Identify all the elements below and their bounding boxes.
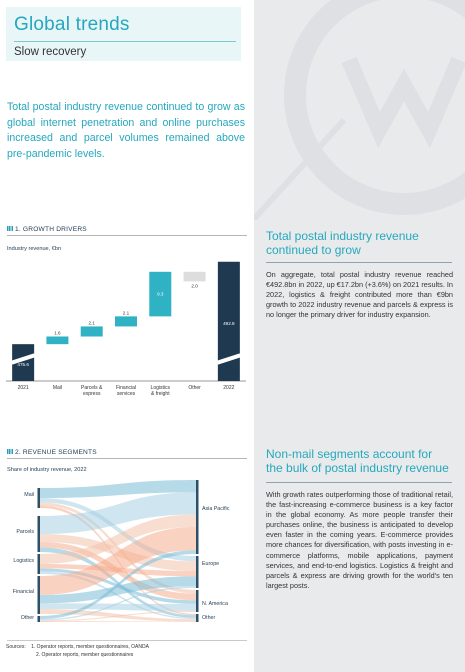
growth-drivers-heading (7, 226, 87, 233)
logo-watermark-icon (254, 0, 465, 220)
sankey-left-node (38, 576, 41, 614)
sankey-right-label: Europe (202, 561, 220, 567)
waterfall-category-label: 2022 (223, 385, 235, 391)
sankey-left-label: Other (20, 615, 34, 621)
sankey-left-node (38, 616, 41, 622)
waterfall-category-label: Mail (52, 385, 63, 391)
sankey-right-node (196, 590, 199, 612)
page-subtitle: Slow recovery (14, 46, 87, 58)
waterfall-value-label: 2.1 (122, 310, 130, 316)
waterfall-value-label: 2.0 (191, 283, 198, 289)
sources-divider (7, 640, 247, 641)
section2-divider (7, 458, 247, 459)
waterfall-increase-bar (81, 326, 103, 336)
waterfall-chart (6, 256, 246, 401)
sankey-right-label: Asia Pacific (202, 506, 230, 512)
sankey-left-node (38, 516, 41, 552)
growth-paragraph: On aggregate, total postal industry revenue reached €492.8bn in 2022, up €17.2bn (+3.6%) on 2021 results. In 2022, logistics & freight contributed more than €9bn growth to 2022 industry revenue and parcels & express is no longer the primary driver for industry expansion. (266, 270, 453, 320)
growth-title: Total postal industry revenue continued to grow (266, 229, 419, 257)
title-divider (14, 41, 236, 42)
growth-drivers-heading-text: 1. GROWTH DRIVERS (15, 226, 87, 233)
sankey-right-node (196, 614, 199, 622)
title-box (6, 7, 241, 61)
waterfall-value-label: 2.1 (88, 320, 95, 326)
waterfall-category-label: express (82, 391, 101, 397)
waterfall-value-label: 9.3 (157, 291, 164, 297)
waterfall-value-label: 492.8 (223, 320, 235, 326)
waterfall-category-label: & freight (150, 391, 170, 397)
sankey-left-label: Mail (24, 492, 34, 498)
segments-title: Non-mail segments account for the bulk of postal industry revenue (266, 447, 449, 475)
page-title: Global trends (14, 14, 130, 35)
waterfall-chart-subtitle: Industry revenue, €bn (7, 246, 62, 252)
waterfall-category-label: Financial (115, 385, 137, 391)
revenue-segments-heading-text: 2. REVENUE SEGMENTS (15, 449, 97, 456)
sankey-chart-subtitle: Share of industry revenue, 2022 (7, 467, 87, 473)
growth-title-divider (266, 262, 452, 263)
source-1: 1. Operator reports, member questionnaires, OANDA (31, 644, 149, 650)
bar-chart-icon (7, 449, 13, 454)
waterfall-increase-bar (46, 337, 68, 345)
sankey-right-label: Other (202, 615, 216, 621)
revenue-segments-heading (7, 449, 97, 456)
sankey-right-node (196, 480, 199, 554)
waterfall-category-label: Logistics (150, 385, 171, 391)
sankey-chart (6, 476, 246, 626)
sankey-left-label: Logistics (13, 558, 34, 564)
sankey-right-node (196, 556, 199, 588)
waterfall-category-label: Other (188, 385, 201, 391)
section1-divider (7, 235, 247, 236)
sankey-left-label: Parcels (16, 529, 34, 535)
sankey-left-node (38, 554, 41, 574)
bar-chart-icon (7, 226, 13, 231)
waterfall-category-label: services (116, 391, 136, 397)
segments-title-divider (266, 482, 452, 483)
waterfall-category-label: Parcels & (81, 385, 103, 391)
waterfall-increase-bar (115, 316, 137, 326)
sankey-left-label: Financial (12, 589, 34, 595)
sankey-left-node (38, 488, 41, 508)
sources-block (6, 644, 149, 659)
segments-paragraph: With growth rates outperforming those of traditional retail, the fast-increasing e-commerce business is a key factor in the global economy. As more people transfer their purchases online, the business is anticipated to develop even faster in the coming years. E-commerce provides more chances for diversification, with posts investing in e-commerce platforms, mobile applications, payment services, and end-to-end logistics. Logistics & freight and parcels & express are driving growth for the world's ten largest posts. (266, 490, 453, 590)
intro-paragraph: Total postal industry revenue continued to grow as global internet penetration and online purchases increased and parcel volumes remained above pre-pandemic levels. (7, 101, 245, 160)
waterfall-value-label: 1.6 (54, 330, 61, 336)
waterfall-category-label: 2021 (17, 385, 29, 391)
sankey-right-label: N. America (202, 601, 228, 607)
sources-label: Sources: (6, 644, 26, 650)
source-2: 2. Operator reports, member questionnaires (36, 651, 134, 658)
waterfall-value-label: 475.6 (17, 362, 29, 368)
waterfall-decrease-bar (184, 272, 206, 282)
